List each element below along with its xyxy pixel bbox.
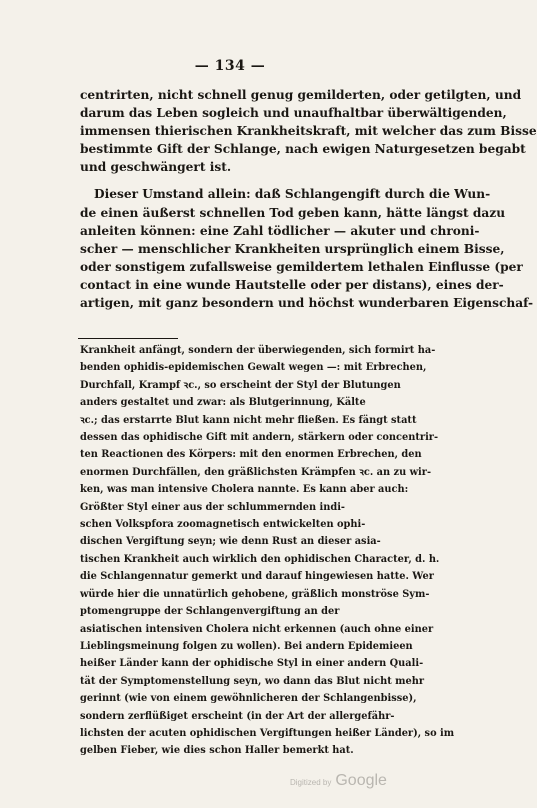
google-logo: Google — [335, 772, 387, 789]
watermark-prefix: Digitized by — [290, 778, 332, 787]
footnote-line: die Schlangennatur gemerkt und darauf hingewiesen hatte. Wer — [80, 571, 434, 583]
text-line: immensen thierischen Krankheitskraft, mit welcher das zum Bisse — [80, 124, 537, 139]
footnote-line: dessen das ophidische Gift mit andern, stärkern oder concentrir- — [80, 432, 439, 444]
digitized-watermark — [290, 772, 387, 790]
text-line: de einen äußerst schnellen Tod geben kann, hätte längst dazu — [80, 205, 506, 220]
page-number: — 134 — — [194, 58, 266, 74]
footnote-line: tät der Symptomenstellung seyn, wo dann das Blut nicht mehr — [80, 675, 425, 687]
footnote-line: ten Reactionen des Körpers: mit den enormen Erbrechen, den — [80, 449, 422, 461]
text-line: centrirten, nicht schnell genug gemilderten, oder getilgten, und — [80, 88, 522, 102]
text-line: artigen, mit ganz besondern und höchst wunderbaren Eigenschaf- — [80, 296, 534, 311]
text-line: anleiten können: eine Zahl tödlicher — akuter und chroni- — [80, 223, 480, 238]
footnote-line: asiatischen intensiven Cholera nicht erkennen (auch ohne einer — [80, 623, 434, 635]
footnote-line: gelben Fieber, wie dies schon Haller bemerkt hat. — [80, 745, 354, 757]
footnote-line: sondern zerflüßiget erscheint (in der Art der allergefähr- — [80, 710, 395, 722]
footnote-line: ken, was man intensive Cholera nannte. Es kann aber auch: — [80, 484, 409, 496]
text-line: darum das Leben sogleich und unaufhaltbar überwältigenden, — [80, 106, 507, 121]
footnote-line: Größter Styl einer aus der schlummernden indi- — [80, 501, 345, 513]
footnote-line: Lieblingsmeinung folgen zu wollen). Bei andern Epidemieen — [80, 640, 413, 652]
footnote-line: benden ophidis-epidemischen Gewalt wegen —: mit Erbrechen, — [80, 362, 427, 374]
footnote-line: dischen Vergiftung seyn; wie denn Rust an dieser asia- — [80, 536, 381, 548]
footnote-divider — [78, 338, 178, 339]
footnote-line: enormen Durchfällen, den gräßlichsten Krämpfen ꝛc. an zu wir- — [80, 466, 432, 478]
text-line: contact in eine wunde Hautstelle oder per distans), eines der- — [80, 277, 504, 292]
text-line: und geschwängert ist. — [80, 160, 232, 175]
footnote-line: Krankheit anfängt, sondern der überwiegenden, sich formirt ha- — [80, 345, 436, 356]
text-line: oder sonstigem zufallsweise gemildertem lethalen Einflusse (per — [80, 259, 523, 274]
footnote-line: lichsten der acuten ophidischen Vergiftungen heißer Länder), so im — [80, 727, 455, 739]
footnote-line: würde hier die unnatürlich gehobene, gräßlich monströse Sym- — [80, 588, 430, 600]
footnote-line: schen Volkspfora zoomagnetisch entwickelten ophi- — [80, 519, 366, 531]
footnote-line: ꝛc.; das erstarrte Blut kann nicht mehr fließen. Es fängt statt — [80, 414, 417, 426]
text-line: bestimmte Gift der Schlange, nach ewigen Naturgesetzen begabt — [80, 142, 526, 157]
text-line: scher — menschlicher Krankheiten ursprünglich einem Bisse, — [80, 241, 505, 256]
text-line: Dieser Umstand allein: daß Schlangengift durch die Wun- — [94, 187, 491, 202]
footnote-line: Durchfall, Krampf ꝛc., so erscheint der Styl der Blutungen — [80, 379, 401, 391]
footnote — [80, 342, 455, 760]
footnote-line: heißer Länder kann der ophidische Styl in einer andern Quali- — [80, 658, 424, 670]
footnote-line: gerinnt (wie von einem gewöhnlicheren der Schlangenbisse), — [80, 693, 417, 705]
footnote-line: ptomengruppe der Schlangenvergiftung an der — [80, 606, 340, 618]
footnote-line: anders gestaltet und zwar: als Blutgerinnung, Kälte — [80, 397, 366, 409]
footnote-line: tischen Krankheit auch wirklich den ophidischen Character, d. h. — [80, 553, 440, 565]
main-text — [80, 86, 537, 312]
